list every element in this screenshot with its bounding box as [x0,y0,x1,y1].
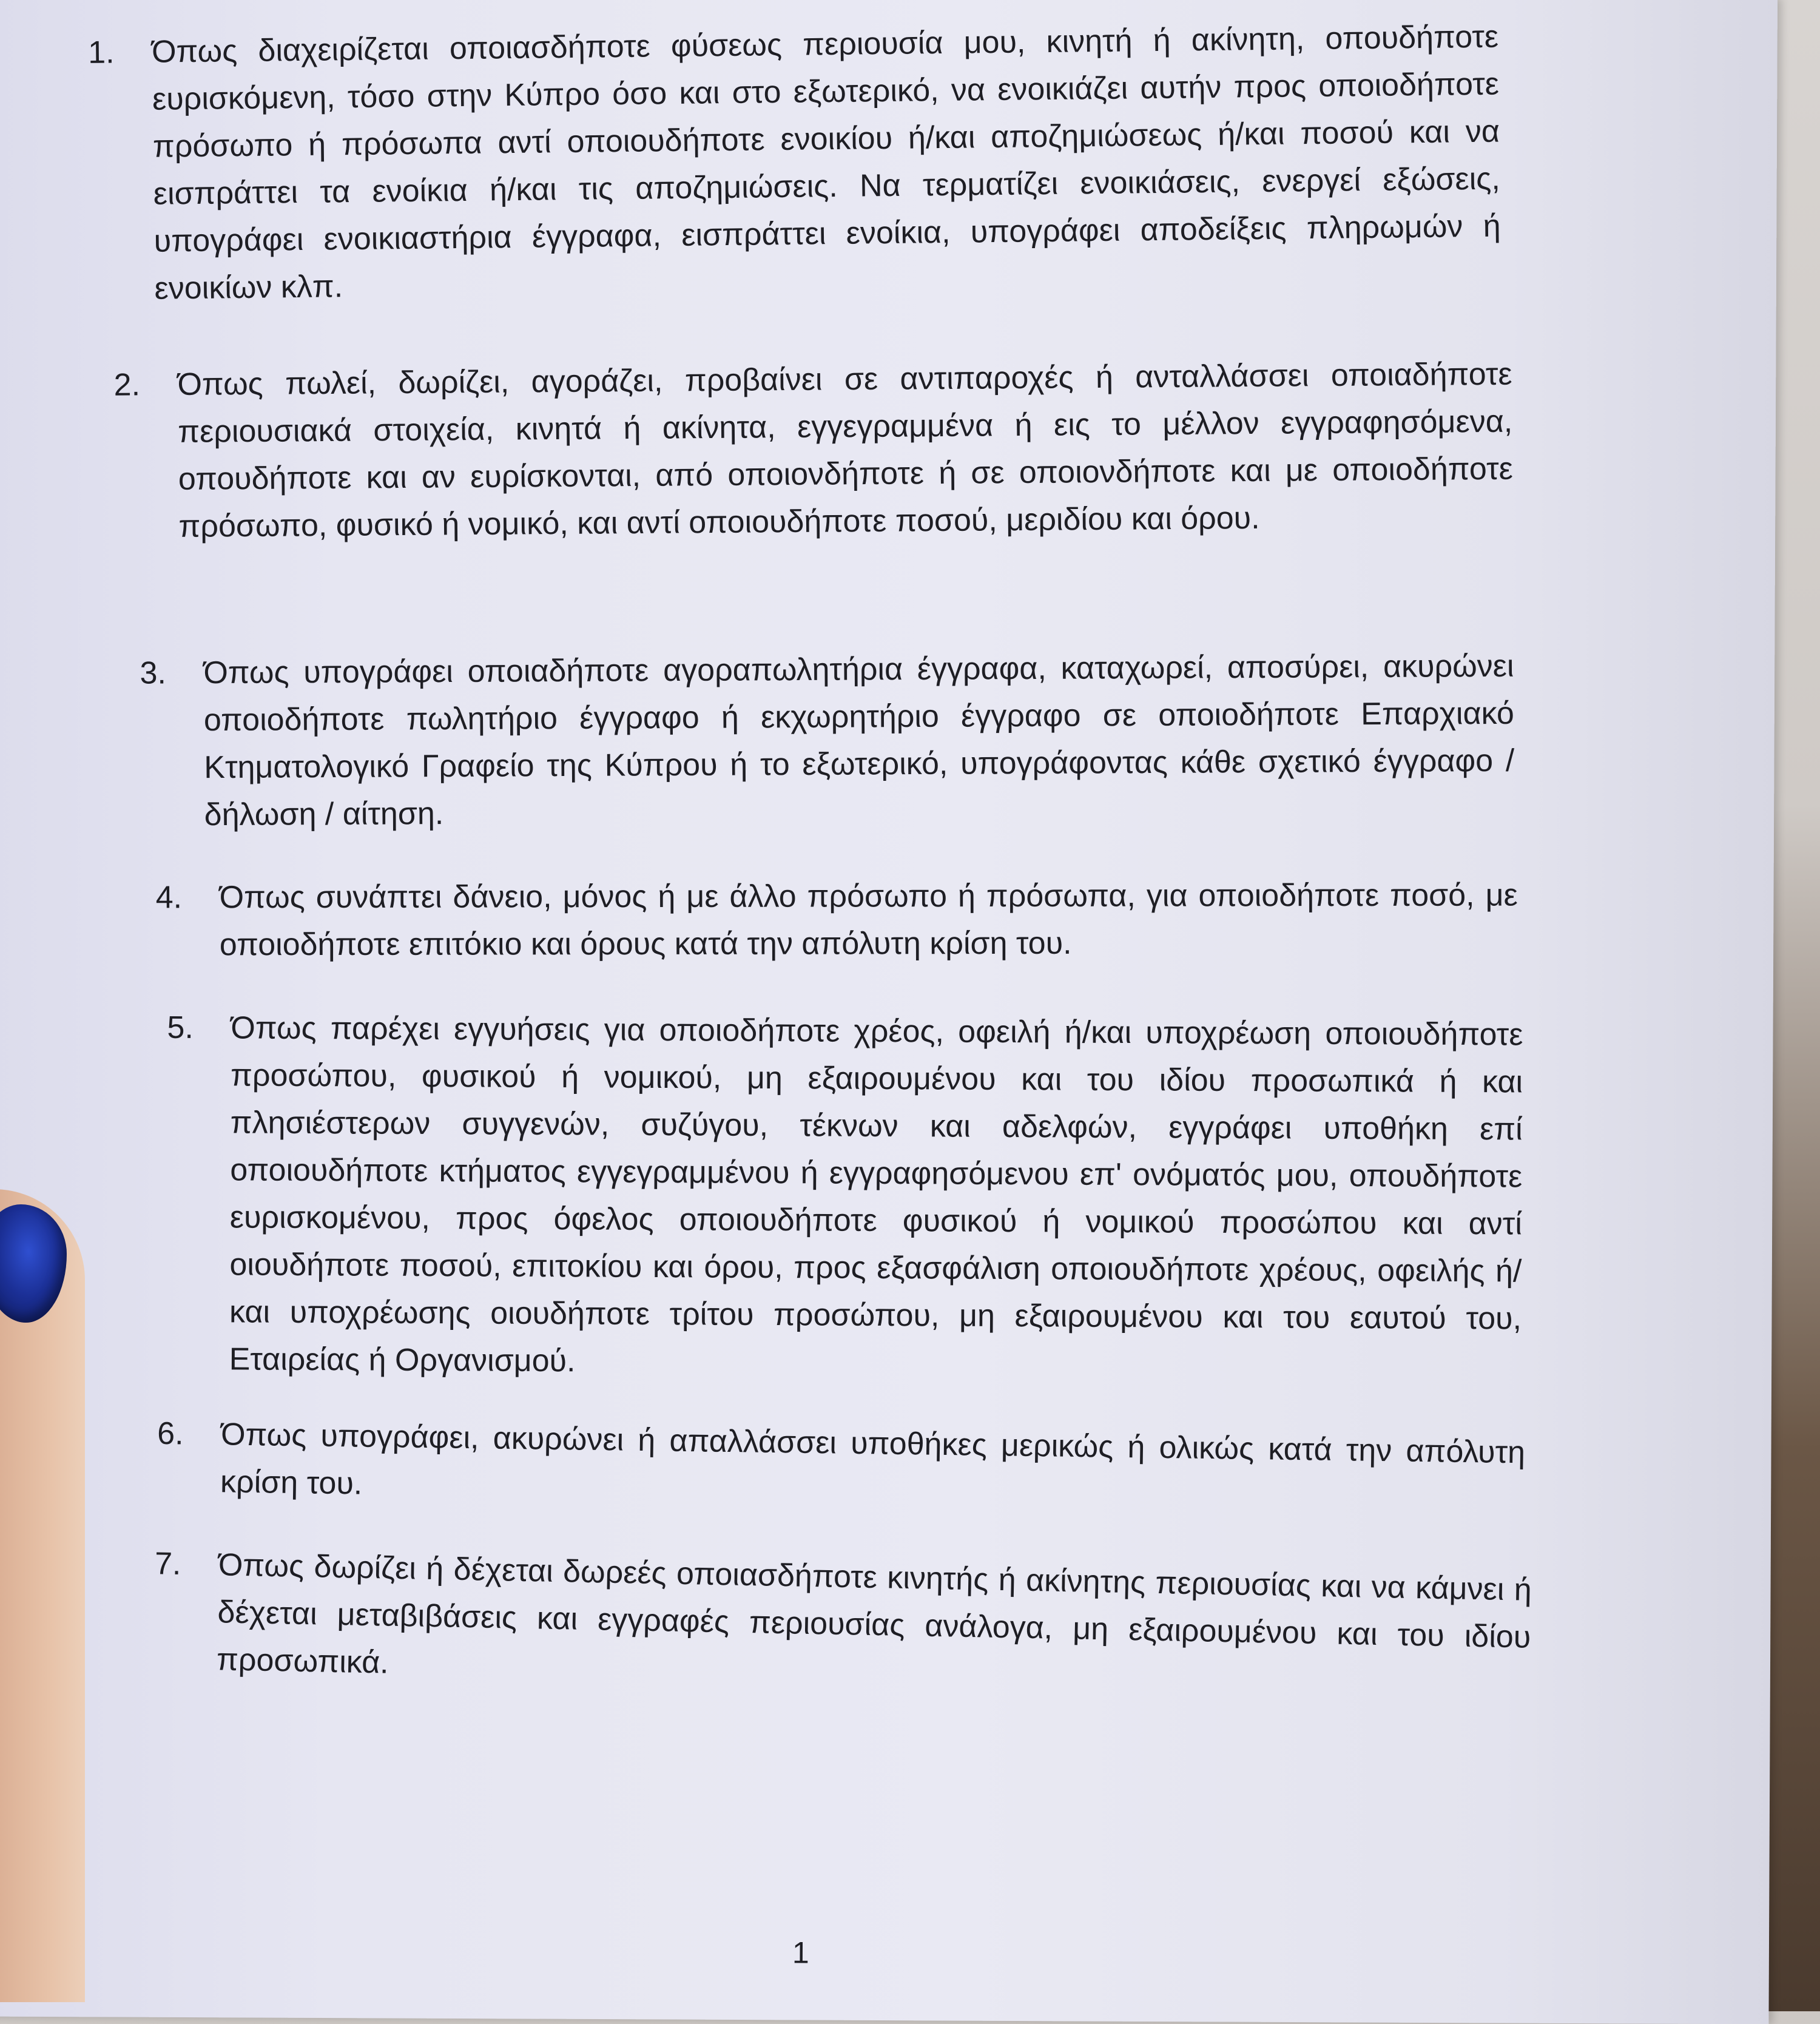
clause-text: Όπως διαχειρίζεται οποιασδήποτε φύσεως περιουσία μου, κινητή ή ακίνητη, οπουδήποτε ευρισκόμενη, τόσο στην Κύπρο όσο και στο εξωτερικό, να ενοικιάζει αυτήν προς οποιοδήποτε πρόσωπο ή πρόσωπα αντί οποιουδήποτε ενοικίου ή/και αποζημιώσεως ή/και ποσού και να εισπράττει τα ενοίκια ή/και τις αποζημιώσεις. Να τερματίζει ενοικιάσεις, ενεργεί εξώσεις, υπογράφει ενοικιαστήρια έγγραφα, εισπράττει ενοίκια, υπογράφει αποδείξεις πληρωμών ή ενοικίων κλπ. [151,19,1501,306]
clause-number: 3. [140,655,167,691]
clause-text: Όπως πωλεί, δωρίζει, αγοράζει, προβαίνει σε αντιπαροχές ή ανταλλάσσει οποιαδήποτε περιουσιακά στοιχεία, κινητά ή ακίνητα, εγγεγραμμένα ή εις το μέλλον εγγραφησόμενα, οπουδήποτε και αν ευρίσκονται, από οποιονδήποτε ή σε οποιονδήποτε και με οποιοδήποτε πρόσωπο, φυσικό ή νομικό, και αντί οποιουδήποτε ποσού, μεριδίου και όρου. [177,356,1514,544]
clause-number: 7. [154,1546,182,1582]
clause-number: 4. [155,880,183,916]
clause-number: 6. [157,1415,184,1452]
clause-7 [154,1541,1532,1709]
clause-number: 1. [87,35,115,70]
clause-text: Όπως υπογράφει, ακυρώνει ή απαλλάσσει υποθήκες μερικώς ή ολικώς κατά την απόλυτη κρίση του. [220,1417,1526,1502]
clause-4 [155,872,1518,969]
clause-6 [157,1411,1526,1523]
clause-text: Όπως υπογράφει οποιαδήποτε αγοραπωλητήρια έγγραφα, καταχωρεί, αποσύρει, ακυρώνει οποιοδήποτε πωλητήριο έγγραφο ή εκχωρητήριο έγγραφο σε οποιοδήποτε Επαρχιακό Κτηματολογικό Γραφείο της Κύπρου ή το εξωτερικό, υπογράφοντας κάθε σχετικό έγγραφο / δήλωση / αίτηση. [203,648,1515,833]
clause-text: Όπως δωρίζει ή δέχεται δωρεές οποιασδήποτε κινητής ή ακίνητης περιουσίας και να κάμνει ή δέχεται μεταβιβάσεις και εγγραφές περιουσίας ανάλογα, μη εξαιρουμένου και του ιδίου προσωπικά. [216,1547,1532,1681]
clause-number: 2. [113,367,141,403]
clause-5 [167,1004,1523,1389]
clause-1 [87,13,1502,312]
clause-text: Όπως παρέχει εγγυήσεις για οποιοδήποτε χρέος, οφειλή ή/και υποχρέωση οποιουδήποτε προσώπου, φυσικού ή νομικού, μη εξαιρουμένου και του ιδίου προσωπικά ή και πλησιέστερων συγγενών, συζύγου, τέκνων και αδελφών, εγγράφει υποθήκη επί οποιουδήποτε κτήματος εγγεγραμμένου ή εγγραφησόμενου επ' ονόματός μου, οπουδήποτε ευρισκομένου, προς όφελος οποιουδήποτε φυσικού ή νομικού προσώπου και αντί οιουδήποτε ποσού, επιτοκίου και όρου, προς εξασφάλιση οποιουδήποτε χρέους, οφειλής ή/και υποχρέωσης οιουδήποτε τρίτου προσώπου, μη εξαιρουμένου και του εαυτού του, Εταιρείας ή Οργανισμού. [229,1010,1523,1379]
page-number: 1 [792,1935,809,1970]
clause-3 [140,643,1515,838]
clause-text: Όπως συνάπτει δάνειο, μόνος ή με άλλο πρόσωπο ή πρόσωπα, για οποιοδήποτε ποσό, με οποιοδήποτε επιτόκιο και όρους κατά την απόλυτη κρίση του. [219,877,1518,963]
clause-2 [113,351,1514,550]
clause-number: 5. [167,1010,194,1046]
